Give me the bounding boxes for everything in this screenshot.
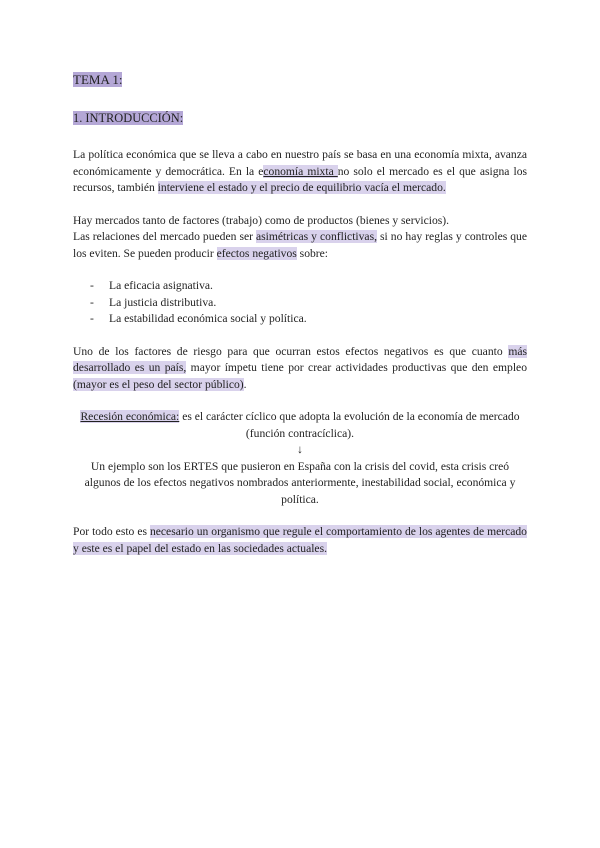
topic-title: TEMA 1: [73,72,123,87]
recession-example: Un ejemplo son los ERTES que pusieron en España con la crisis del covid, esta crisis creó algunos de los efectos negativos nombrados anteriormente, inestabilidad social, económica y política. [84,459,516,506]
intro-paragraph: La política económica que se lleva a cabo en nuestro país se basa en una economía mixta, avanza económicamente y democrática. En la economía mixta no solo el mercado es el que asigna los recursos, también interviene el estado y el precio de equilibrio vacía el mercado. [73,148,528,194]
list-item: - La estabilidad económica social y política. [90,312,307,325]
list-item: - La justicia distributiva. [90,295,217,309]
conclusion-paragraph: Por todo esto es necesario un organismo que regule el comportamiento de los agentes de mercado y este es el papel del estado en las sociedades actuales. [73,525,527,555]
down-arrow-icon: ↓ [297,443,303,456]
risk-paragraph: Uno de los factores de riesgo para que ocurran estos efectos negativos es que cuanto más desarrollado es un país, mayor ímpetu tiene por crear actividades productivas que den empleo (mayor es el peso del sector público). [73,344,527,391]
effects-list [73,278,527,328]
markets-line: Hay mercados tanto de factores (trabajo) como de productos (bienes y servicios). [73,213,450,227]
section-heading: 1. INTRODUCCIÓN: [73,111,184,125]
list-item: - La eficacia asignativa. [90,279,213,292]
relations-paragraph: Las relaciones del mercado pueden ser asimétricas y conflictivas, si no hay reglas y controles que los eviten. Se pueden producir efectos negativos sobre: [73,230,527,260]
document-content [73,71,527,557]
recession-definition: Recesión económica: es el carácter cíclico que adopta la evolución de la economía de mercado (función contracíclica). [80,410,520,440]
